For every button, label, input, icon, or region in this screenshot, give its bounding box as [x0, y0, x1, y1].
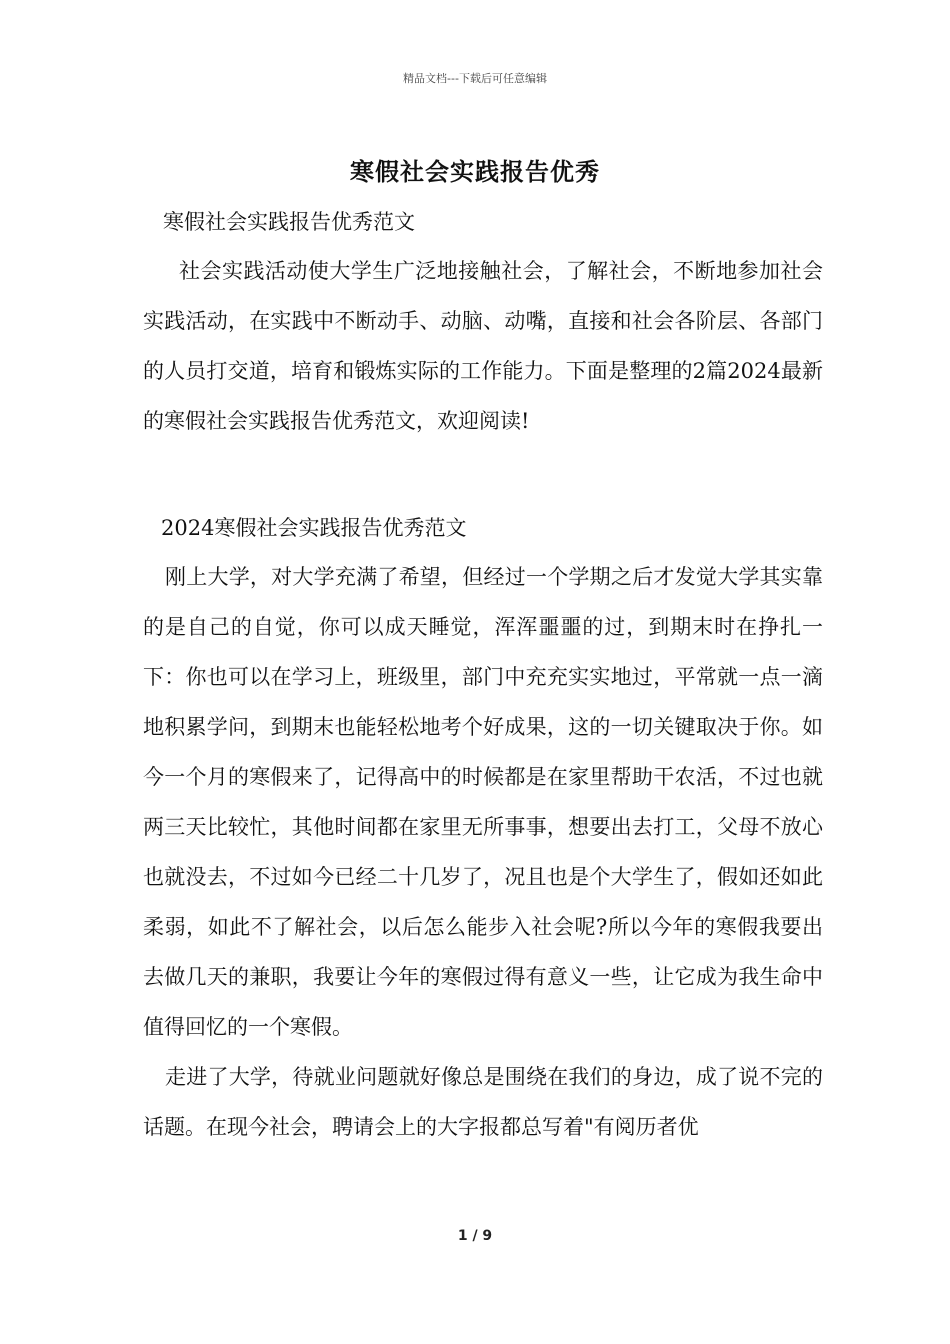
page-number: 1 / 9	[457, 1228, 493, 1244]
section-heading: 2024寒假社会实践报告优秀范文	[161, 516, 467, 540]
page-header-watermark: 精品文档---下载后可任意编辑	[403, 72, 547, 85]
intro-paragraph: 社会实践活动使大学生广泛地接触社会，了解社会，不断地参加社会实践活动，在实践中不断动手、动脑、动嘴，直接和社会各阶层、各部门的人员打交道，培育和锻炼实际的工作能力。下面是整理的2篇2024最新的寒假社会实践报告优秀范文，欢迎阅读!	[143, 259, 823, 433]
document-subtitle: 寒假社会实践报告优秀范文	[163, 210, 415, 234]
body-paragraph-1: 刚上大学，对大学充满了希望，但经过一个学期之后才发觉大学其实靠的是自己的自觉，你可以成天睡觉，浑浑噩噩的过，到期末时在挣扎一下：你也可以在学习上，班级里，部门中充充实实地过，平常就一点一滴地积累学问，到期末也能轻松地考个好成果，这的一切关键取决于你。如今一个月的寒假来了，记得高中的时候都是在家里帮助干农活，不过也就两三天比较忙，其他时间都在家里无所事事，想要出去打工，父母不放心也就没去，不过如今已经二十几岁了，况且也是个大学生了，假如还如此柔弱，如此不了解社会，以后怎么能步入社会呢?所以今年的寒假我要出去做几天的兼职，我要让今年的寒假过得有意义一些，让它成为我生命中值得回忆的一个寒假。	[143, 565, 823, 1039]
document-title: 寒假社会实践报告优秀	[350, 157, 600, 186]
document-body	[143, 204, 823, 1152]
body-paragraph-2: 走进了大学，待就业问题就好像总是围绕在我们的身边，成了说不完的话题。在现今社会，聘请会上的大字报都总写着"有阅历者优	[143, 1065, 823, 1139]
